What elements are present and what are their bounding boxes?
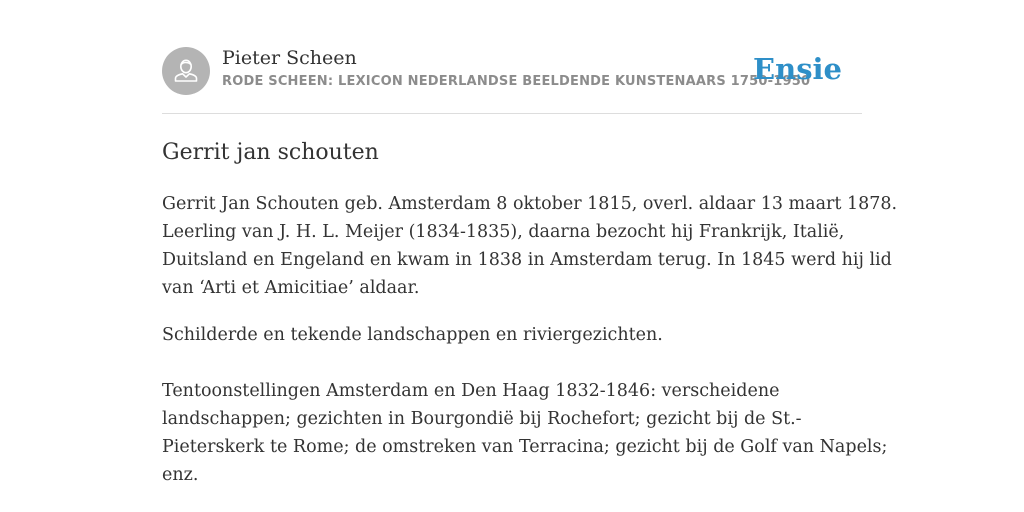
text-line: enz. <box>162 465 199 485</box>
article-title: Gerrit jan schouten <box>162 140 379 165</box>
text-line: landschappen; gezichten in Bourgondië bij Rochefort; gezicht bij de St.- <box>162 409 802 429</box>
text-line: Pieterskerk te Rome; de omstreken van Terracina; gezicht bij de Golf van Napels; <box>162 437 888 457</box>
author-name[interactable]: Pieter Scheen <box>222 47 357 69</box>
header <box>162 46 862 96</box>
text-line: Tentoonstellingen Amsterdam en Den Haag 1832-1846: verscheidene <box>162 381 780 401</box>
text-line: van ‘Arti et Amicitiae’ aldaar. <box>162 278 420 298</box>
article-paragraph-3 <box>162 377 888 489</box>
ensie-logo[interactable]: Ensie <box>753 52 842 86</box>
article-paragraph-1 <box>162 190 898 302</box>
source-title[interactable]: RODE SCHEEN: LEXICON NEDERLANDSE BEELDENDE KUNSTENAARS 1750-1950 <box>222 74 811 89</box>
text-line: Gerrit Jan Schouten geb. Amsterdam 8 oktober 1815, overl. aldaar 13 maart 1878. <box>162 194 898 214</box>
user-avatar-icon[interactable] <box>162 47 210 95</box>
text-line: Leerling van J. H. L. Meijer (1834-1835), daarna bezocht hij Frankrijk, Italië, <box>162 222 845 242</box>
text-line: Schilderde en tekende landschappen en riviergezichten. <box>162 325 663 345</box>
header-divider <box>162 113 862 114</box>
text-line: Duitsland en Engeland en kwam in 1838 in Amsterdam terug. In 1845 werd hij lid <box>162 250 892 270</box>
article-paragraph-2 <box>162 321 862 349</box>
